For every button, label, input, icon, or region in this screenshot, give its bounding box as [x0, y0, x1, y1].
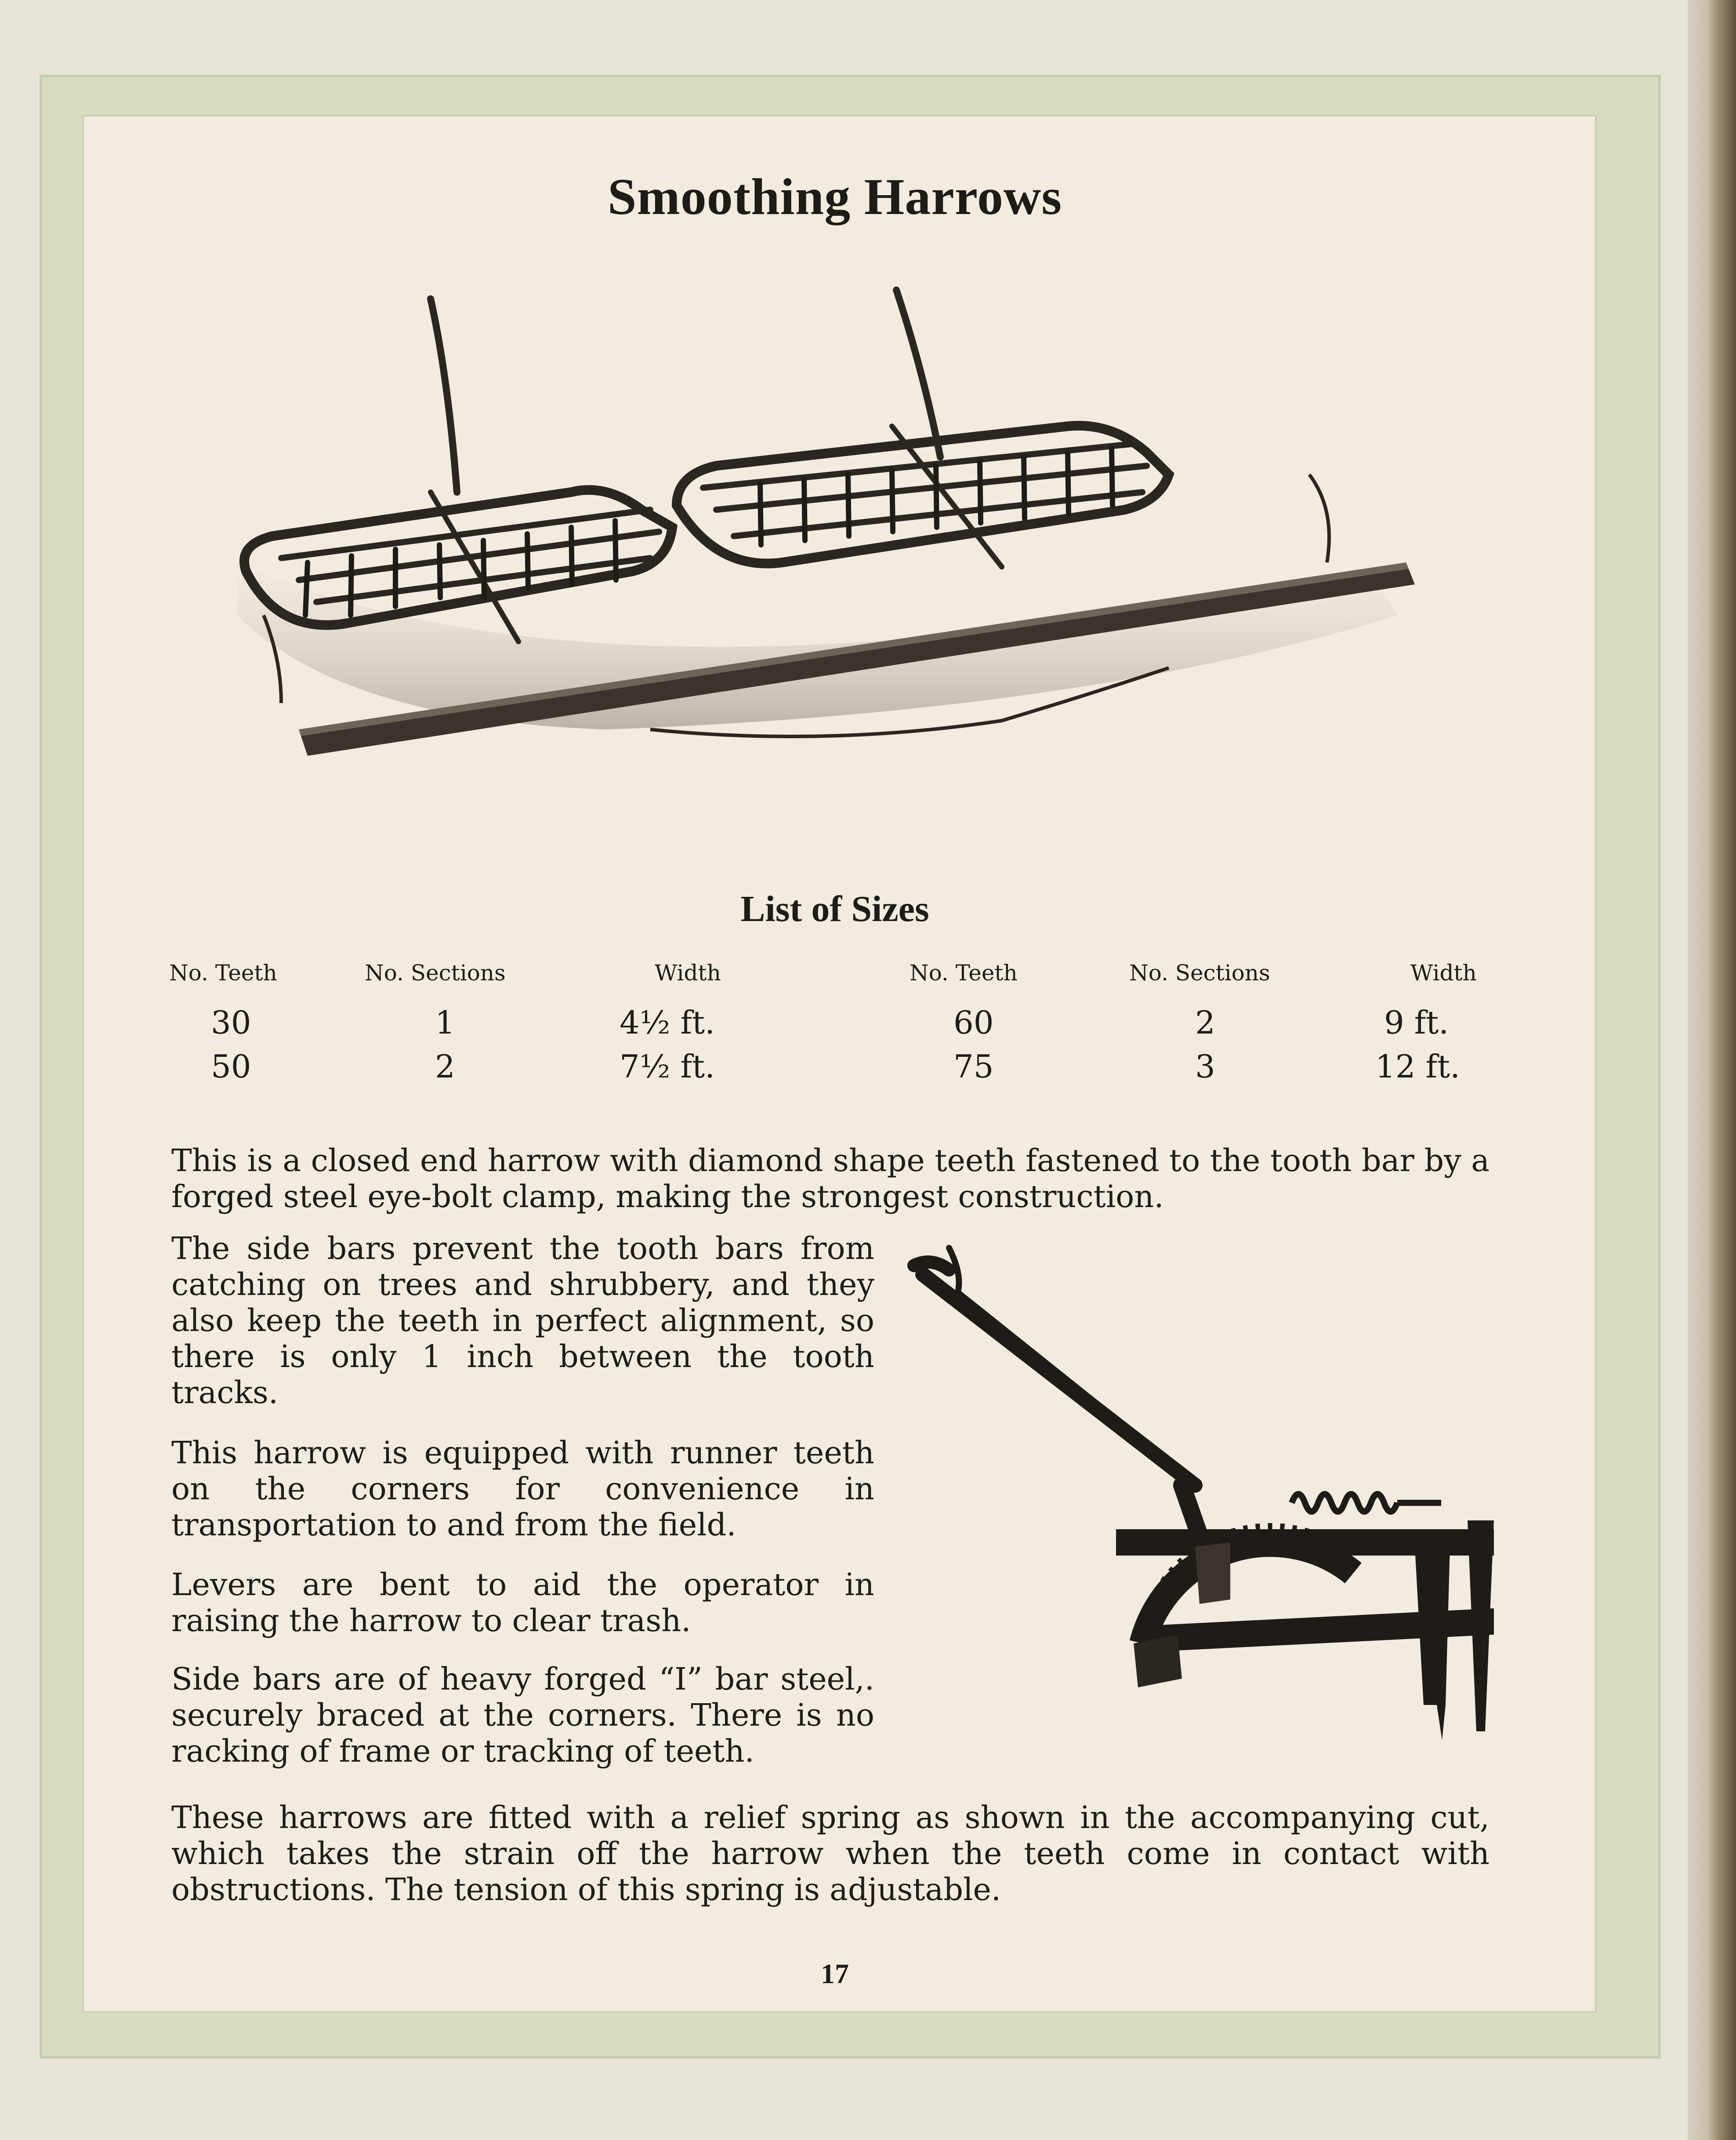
- table-cell: 9 ft.: [1384, 1004, 1449, 1041]
- table-cell: 30: [211, 1004, 251, 1041]
- column-header: Width: [1410, 960, 1477, 986]
- table-cell: 1: [435, 1004, 455, 1041]
- table-cell: 4½ ft.: [620, 1004, 715, 1041]
- page-title: Smoothing Harrows: [607, 168, 1062, 225]
- sizes-subtitle: List of Sizes: [740, 889, 929, 929]
- sizes-table: [169, 960, 1496, 1101]
- book-page-edge: [1688, 0, 1736, 2140]
- relief-spring-illustration: [896, 1239, 1520, 1775]
- column-header: No. Sections: [365, 960, 506, 986]
- paragraph: This harrow is equipped with runner teeth on the corners for convenience in transportation to and from the field.: [171, 1435, 874, 1543]
- paragraph: Side bars are of heavy forged “I” bar steel,. securely braced at the corners. There is no racking of frame or tracking of teeth.: [171, 1661, 874, 1769]
- table-cell: 3: [1195, 1048, 1215, 1085]
- column-header: No. Teeth: [169, 960, 277, 986]
- paragraph: Levers are bent to aid the operator in raising the harrow to clear trash.: [171, 1567, 874, 1639]
- table-cell: 50: [211, 1048, 251, 1085]
- paragraph: This is a closed end harrow with diamond shape teeth fastened to the tooth bar by a forged steel eye-bolt clamp, making the strongest construction.: [171, 1143, 1490, 1215]
- page-number: 17: [821, 1958, 849, 1989]
- column-header: No. Sections: [1129, 960, 1270, 986]
- table-cell: 75: [953, 1048, 994, 1085]
- paragraph: The side bars prevent the tooth bars from catching on trees and shrubbery, and they also keep the teeth in perfect alignment, so there is only 1 inch between the tooth tracks.: [171, 1230, 874, 1411]
- harrow-illustration: [211, 281, 1441, 817]
- table-cell: 2: [1195, 1004, 1215, 1041]
- table-cell: 7½ ft.: [620, 1048, 715, 1085]
- paragraph: These harrows are fitted with a relief spring as shown in the accompanying cut, which takes the strain off the harrow when the teeth come in contact with obstructions. The tension of this spring is adjustable.: [171, 1799, 1490, 1908]
- table-cell: 12 ft.: [1375, 1048, 1460, 1085]
- table-cell: 60: [953, 1004, 994, 1041]
- column-header: Width: [655, 960, 721, 986]
- table-cell: 2: [435, 1048, 455, 1085]
- column-header: No. Teeth: [910, 960, 1018, 986]
